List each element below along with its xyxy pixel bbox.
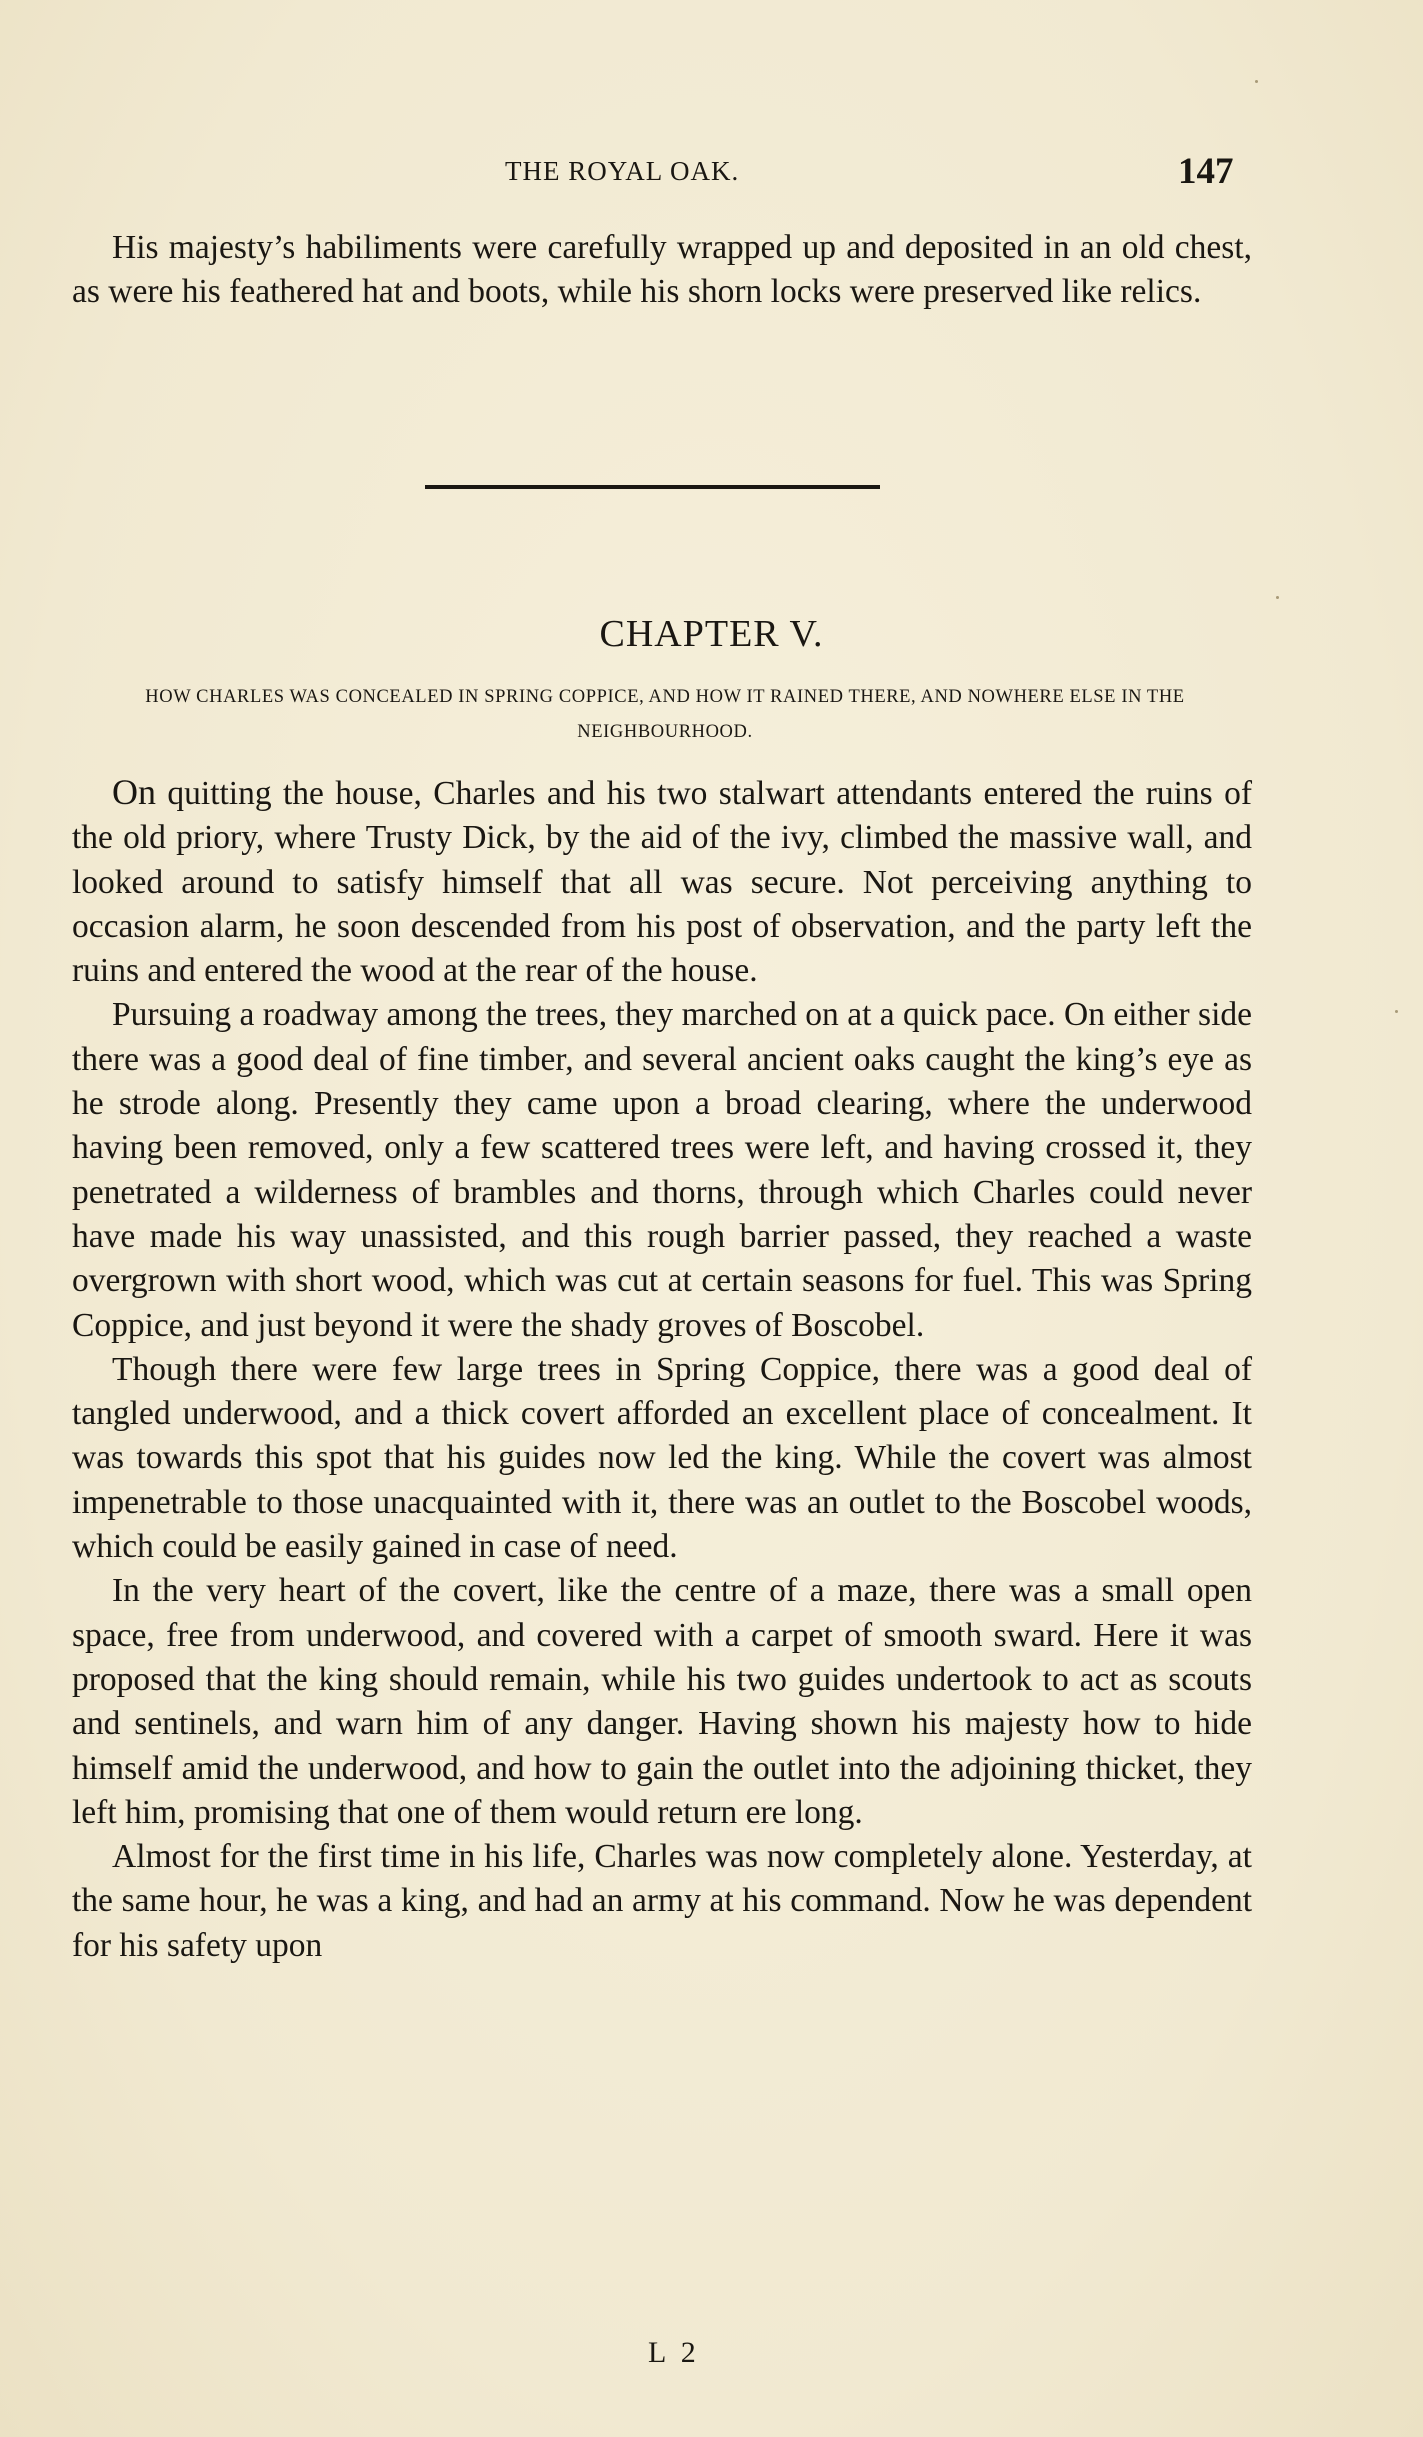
opening-word: On (112, 772, 156, 812)
paragraph: Pursuing a roadway among the trees, they marched on at a quick pace. On either side there was a good deal of fine timber, and several ancient oaks caught the king’s eye as he strode along. Presently they came upon a broad clearing, where the underwood having been removed, only a few scattered trees were left, and having crossed it, they penetrated a wilderness of brambles and thorns, through which Charles could never have made his way unassisted, and this rough barrier passed, they reached a waste overgrown with short wood, which was cut at certain seasons for fuel. This was Spring Coppice, and just beyond it were the shady groves of Boscobel. (72, 996, 1252, 1344)
running-header (0, 150, 1423, 190)
signature-mark: L 2 (648, 2336, 700, 2369)
paragraph-text: quitting the house, Charles and his two stalwart attendants entered the ruins of the old priory, where Trusty Dick, by the aid of the ivy, climbed the massive wall, and looked around to satisfy himself that all was secure. Not perceiving anything to occasion alarm, he soon descended from his post of observation, and the party left the ruins and entered the wood at the rear of the house. (72, 775, 1252, 990)
intro-paragraph-block (72, 226, 1252, 315)
intro-paragraph: His majesty’s habiliments were carefully wrapped up and deposited in an old chest, as were his feathered hat and boots, while his shorn locks were preserved like relics. (72, 229, 1252, 311)
running-title: THE ROYAL OAK. (505, 156, 740, 186)
paragraph: In the very heart of the covert, like the centre of a maze, there was a small open space, free from underwood, and covered with a carpet of smooth sward. Here it was proposed that the king should remain, while his two guides undertook to act as scouts and sentinels, and warn him of any danger. Having shown his majesty how to hide himself amid the underwood, and how to gain the outlet into the adjoining thicket, they left him, promising that one of them would return ere long. (72, 1572, 1252, 1831)
paragraph (72, 770, 1252, 993)
chapter-title: CHAPTER V. (599, 613, 824, 655)
paper-speck (1395, 1010, 1398, 1013)
paragraph: Though there were few large trees in Spring Coppice, there was a good deal of tangled underwood, and a thick covert afforded an excellent place of concealment. It was towards this spot that his guides now led the king. While the covert was almost impenetrable to those unacquainted with it, there was an outlet to the Boscobel woods, which could be easily gained in case of need. (72, 1350, 1252, 1566)
paper-speck (1255, 80, 1258, 83)
chapter-summary: HOW CHARLES WAS CONCEALED IN SPRING COPPICE, AND HOW IT RAINED THERE, AND NOWHERE ELSE IN THE NEIGHBOURHOOD. (145, 687, 1185, 742)
section-divider-rule (425, 485, 880, 489)
page-number: 147 (1178, 151, 1234, 192)
chapter-body (72, 770, 1252, 1968)
paper-speck (1276, 596, 1279, 599)
paragraph: Almost for the first time in his life, Charles was now completely alone. Yesterday, at the same hour, he was a king, and had an army at his command. Now he was dependent for his safety upon (72, 1838, 1252, 1964)
